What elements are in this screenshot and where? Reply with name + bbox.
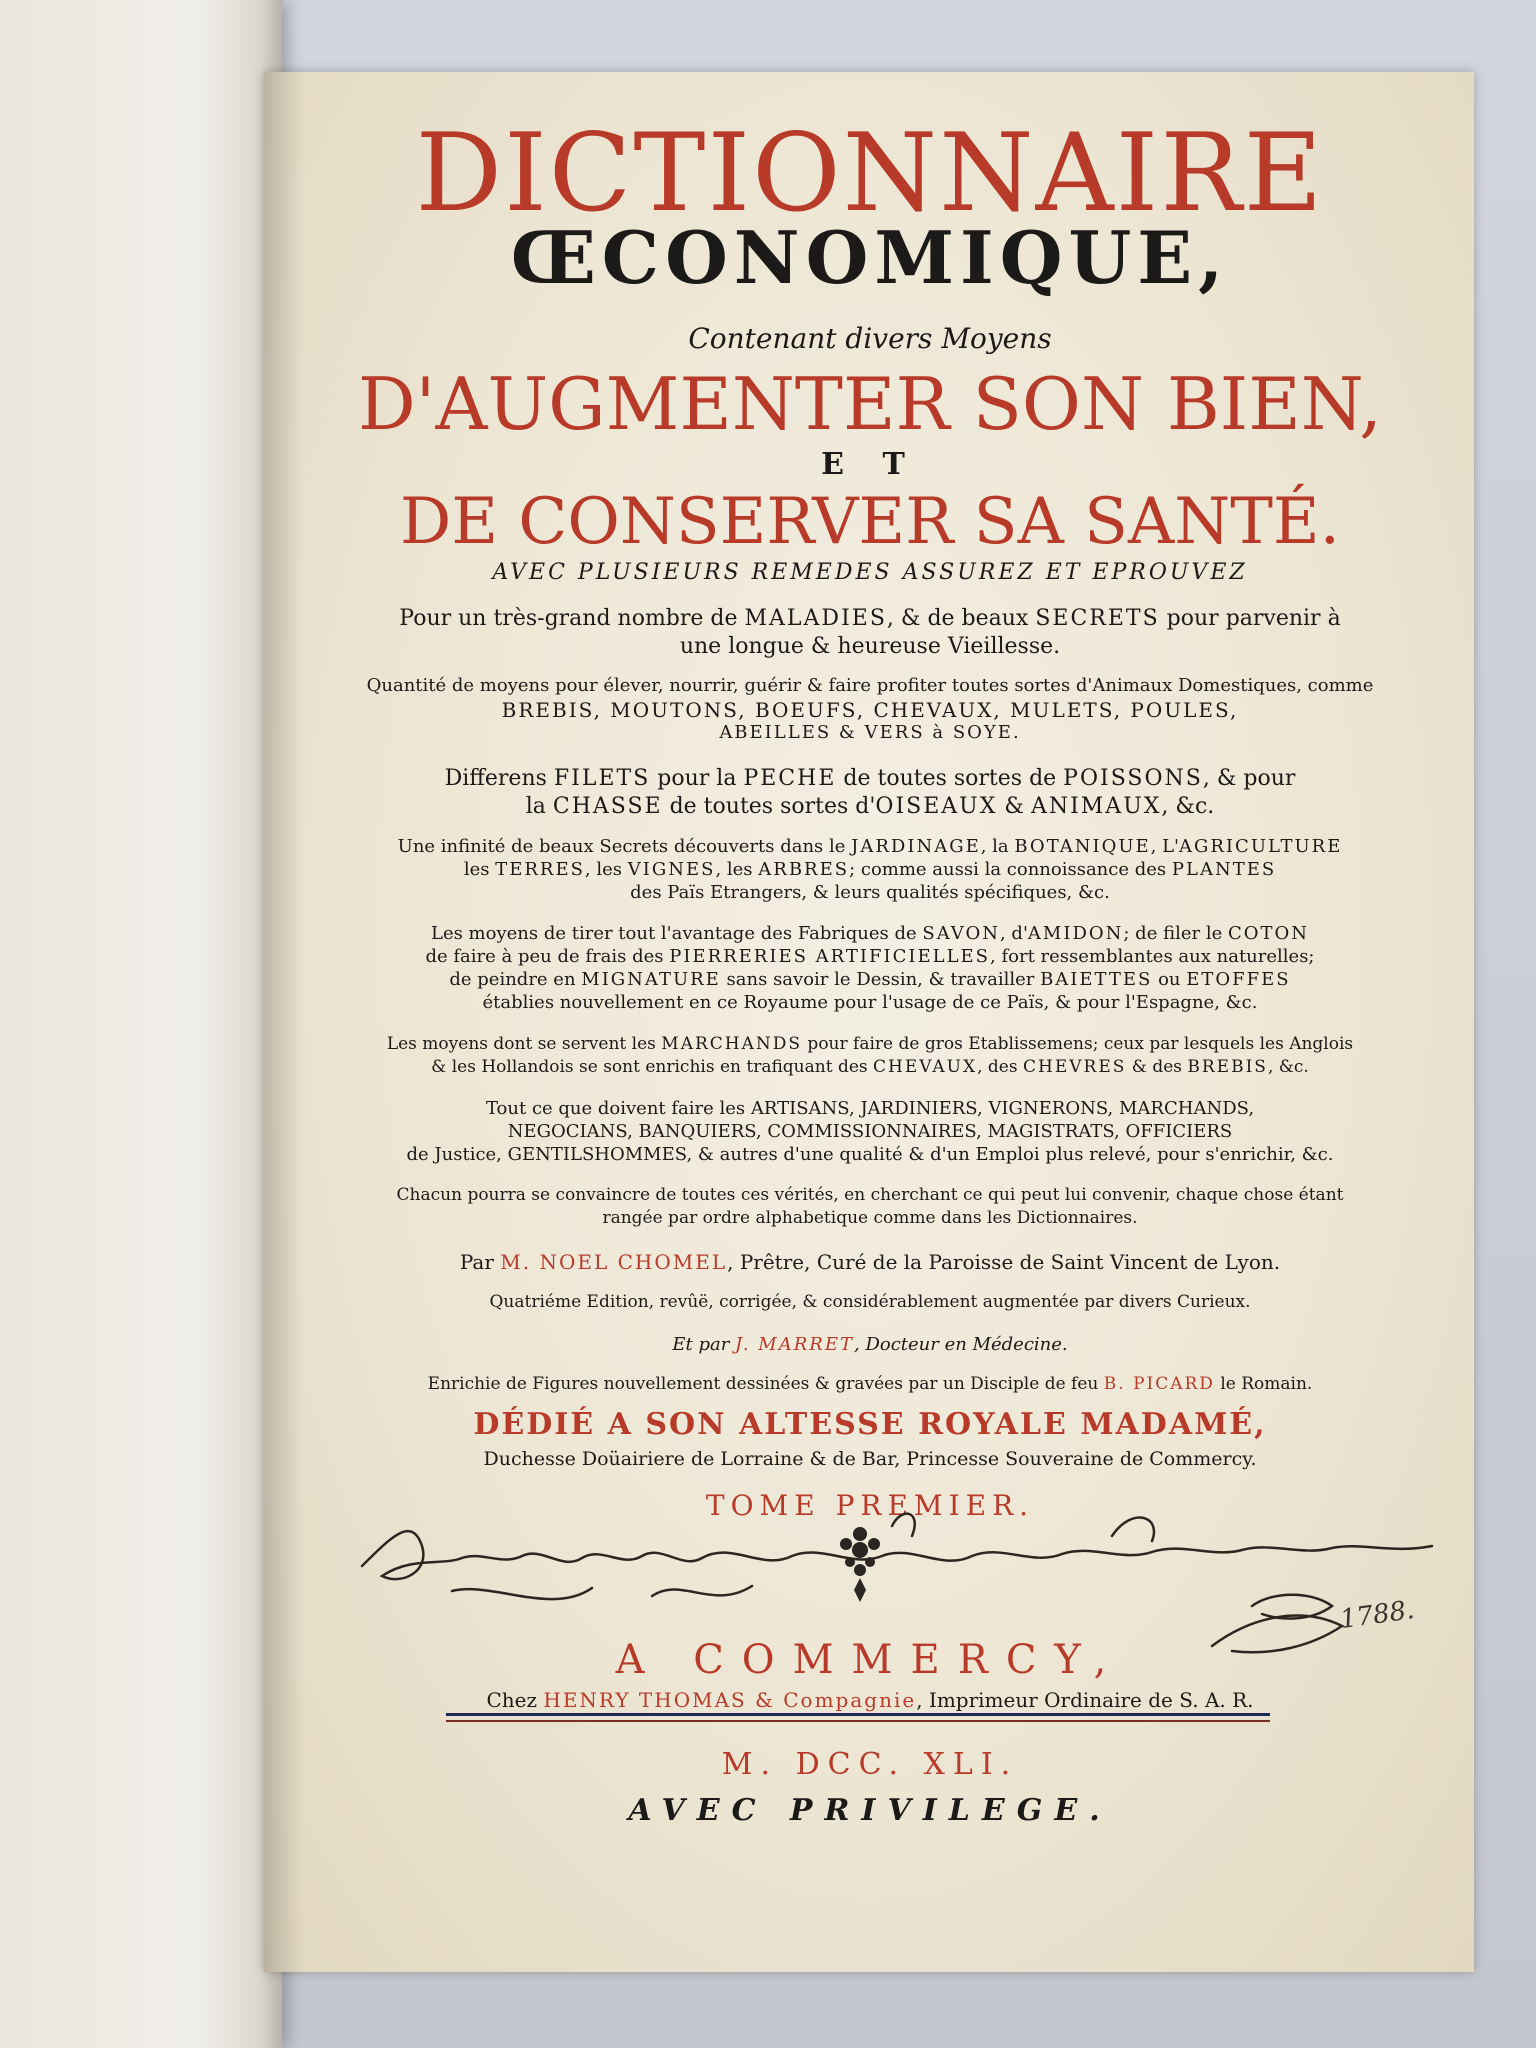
left-page — [0, 0, 282, 2048]
place-line: A COMMERCY, — [615, 1637, 1125, 1683]
pierreries-line: de faire à peu de frais des PIERRERIES ARTIFICIELLES, fort ressemblantes aux naturelles; — [425, 946, 1315, 967]
title-page — [264, 72, 1474, 1972]
tome-line: TOME PREMIER. — [705, 1489, 1035, 1522]
contenant-line: Contenant divers Moyens — [688, 322, 1052, 355]
chacun-line: Chacun pourra se convaincre de toutes ces vérités, en cherchant ce qui peut lui convenir, chaque chose étant — [396, 1185, 1344, 1205]
handwritten-signature — [352, 1496, 1452, 1686]
handwritten-date: 1788. — [1338, 1594, 1417, 1636]
maladies-line: Pour un très-grand nombre de MALADIES, & de beaux SECRETS pour parvenir à — [399, 606, 1341, 631]
chasse-line: la CHASSE de toutes sortes d'OISEAUX & ANIMAUX, &c. — [525, 794, 1215, 819]
vieillesse-line: une longue & heureuse Vieillesse. — [679, 634, 1061, 659]
terres-line: les TERRES, les VIGNES, les ARBRES; comme aussi la connoissance des PLANTES — [463, 859, 1277, 880]
animals-list-line: BREBIS, MOUTONS, BOEUFS, CHEVAUX, MULETS, POULES, — [501, 698, 1239, 722]
savon-line: Les moyens de tirer tout l'avantage des Fabriques de SAVON, d'AMIDON; de filer le COTON — [430, 923, 1309, 944]
conserver-line: DE CONSERVER SA SANTÉ. — [400, 485, 1340, 559]
abeilles-line: ABEILLES & VERS à SOYE. — [719, 722, 1021, 743]
dictionnaires-line: rangée par ordre alphabetique comme dans les Dictionnaires. — [602, 1208, 1138, 1228]
marret-line: Et par J. MARRET, Docteur en Médecine. — [672, 1334, 1068, 1355]
figures-line: Enrichie de Figures nouvellement dessinées & gravées par un Disciple de feu B. PICARD le Romain. — [427, 1374, 1313, 1394]
book-subtitle: ŒCONOMIQUE, — [510, 215, 1230, 300]
animaux-line: Quantité de moyens pour élever, nourrir, guérir & faire profiter toutes sortes d'Animaux Domestiques, comme — [366, 675, 1374, 696]
double-rule-bottom — [446, 1720, 1270, 1722]
date-line: M. DCC. XLI. — [721, 1747, 1019, 1782]
remedes-line: AVEC PLUSIEURS REMEDES ASSUREZ ET EPROUVEZ — [492, 560, 1248, 585]
page-gutter-shadow — [264, 72, 304, 1972]
double-rule-top — [446, 1713, 1270, 1716]
filets-line: Differens FILETS pour la PECHE de toutes sortes de POISSONS, & pour — [444, 766, 1296, 791]
pais-line: des Païs Etrangers, & leurs qualités spécifiques, &c. — [630, 882, 1110, 903]
duchesse-line: Duchesse Doüairiere de Lorraine & de Bar, Princesse Souveraine de Commercy. — [483, 1448, 1257, 1470]
author-line: Par M. NOEL CHOMEL, Prêtre, Curé de la Paroisse de Saint Vincent de Lyon. — [459, 1250, 1281, 1274]
marchands-line: Les moyens dont se servent les MARCHANDS pour faire de gros Etablissemens; ceux par lesquels les Anglois — [386, 1034, 1354, 1054]
edition-line: Quatriéme Edition, revûë, corrigée, & considérablement augmentée par divers Curieux. — [489, 1292, 1251, 1312]
artisans-line: Tout ce que doivent faire les ARTISANS, JARDINIERS, VIGNERONS, MARCHANDS, — [485, 1098, 1255, 1119]
dedication-line: DÉDIÉ A SON ALTESSE ROYALE MADAMÉ, — [473, 1407, 1267, 1442]
negocians-line: NEGOCIANS, BANQUIERS, COMMISSIONNAIRES, MAGISTRATS, OFFICIERS — [507, 1121, 1233, 1142]
hollandois-line: & les Hollandois se sont enrichis en trafiquant des CHEVAUX, des CHEVRES & des BREBIS, &c. — [431, 1057, 1309, 1077]
printer-line: Chez HENRY THOMAS & Compagnie, Imprimeur Ordinaire de S. A. R. — [486, 1688, 1254, 1712]
augmenter-line: D'AUGMENTER SON BIEN, — [357, 362, 1383, 446]
privilege-line: AVEC PRIVILEGE. — [628, 1793, 1112, 1828]
book-title: DICTIONNAIRE — [415, 111, 1325, 236]
mignature-line: de peindre en MIGNATURE sans savoir le Dessin, & travailler BAIETTES ou ETOFFES — [449, 969, 1291, 990]
royaume-line: établies nouvellement en ce Royaume pour l'usage de ce Païs, & pour l'Espagne, &c. — [482, 992, 1258, 1013]
et-line: E T — [821, 447, 919, 482]
gentilshommes-line: de Justice, GENTILSHOMMES, & autres d'une qualité & d'un Emploi plus relevé, pour s'enrichir, &c. — [406, 1144, 1334, 1165]
jardinage-line: Une infinité de beaux Secrets découverts dans le JARDINAGE, la BOTANIQUE, L'AGRICULTURE — [397, 836, 1343, 857]
